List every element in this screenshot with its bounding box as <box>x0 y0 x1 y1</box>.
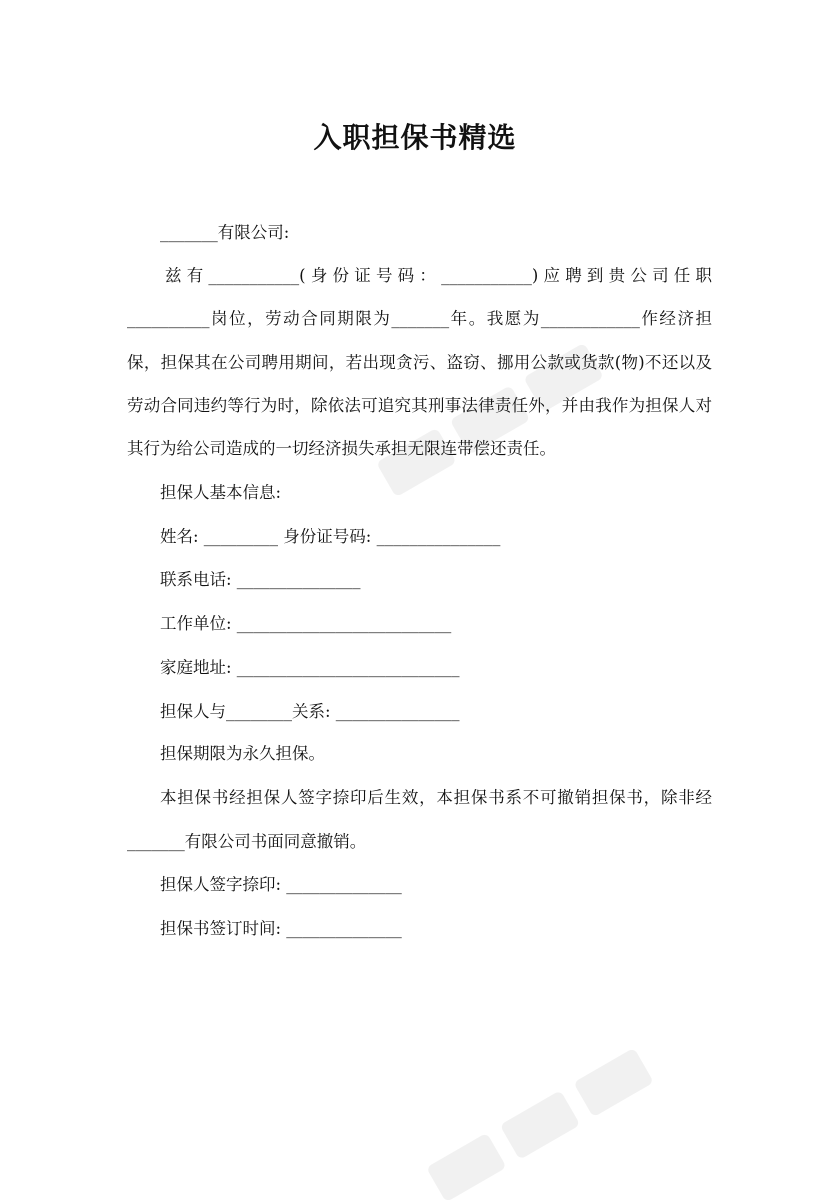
home-address-line: 家庭地址: ___________________________ <box>160 658 460 677</box>
document-title: 入职担保书精选 <box>313 121 517 154</box>
guarantee-period: 担保期限为永久担保。 <box>160 744 325 763</box>
paragraph-2-line-2: _______有限公司书面同意撤销。 <box>127 832 367 851</box>
guarantor-info-heading: 担保人基本信息: <box>160 483 282 502</box>
relationship-line: 担保人与________关系: _______________ <box>160 702 460 721</box>
paragraph-1-line-1: 兹有___________(身份证号码：___________)应聘到贵公司任职 <box>165 266 712 285</box>
paragraph-2-line-1: 本担保书经担保人签字捺印后生效，本担保书系不可撤销担保书，除非经 <box>160 788 712 807</box>
addressee: _______有限公司: <box>160 223 290 242</box>
signature-line: 担保人签字捺印: ______________ <box>160 875 402 894</box>
paragraph-1-line-2: __________岗位，劳动合同期限为_______年。我愿为____________作经济担 <box>127 309 712 328</box>
paragraph-1-line-3: 保，担保其在公司聘用期间，若出现贪污、盗窃、挪用公款或货款(物)不还以及 <box>127 353 712 372</box>
work-unit-line: 工作单位: __________________________ <box>160 614 452 633</box>
signing-date-line: 担保书签订时间: ______________ <box>160 919 402 938</box>
phone-line: 联系电话: _______________ <box>160 570 361 589</box>
watermark-mark-bottom <box>380 1050 700 1200</box>
paragraph-1-line-5: 其行为给公司造成的一切经济损失承担无限连带偿还责任。 <box>127 439 556 458</box>
name-id-line: 姓名: _________ 身份证号码: _______________ <box>160 527 501 546</box>
paragraph-1-line-4: 劳动合同违约等行为时，除依法可追究其刑事法律责任外，并由我作为担保人对 <box>127 396 712 415</box>
